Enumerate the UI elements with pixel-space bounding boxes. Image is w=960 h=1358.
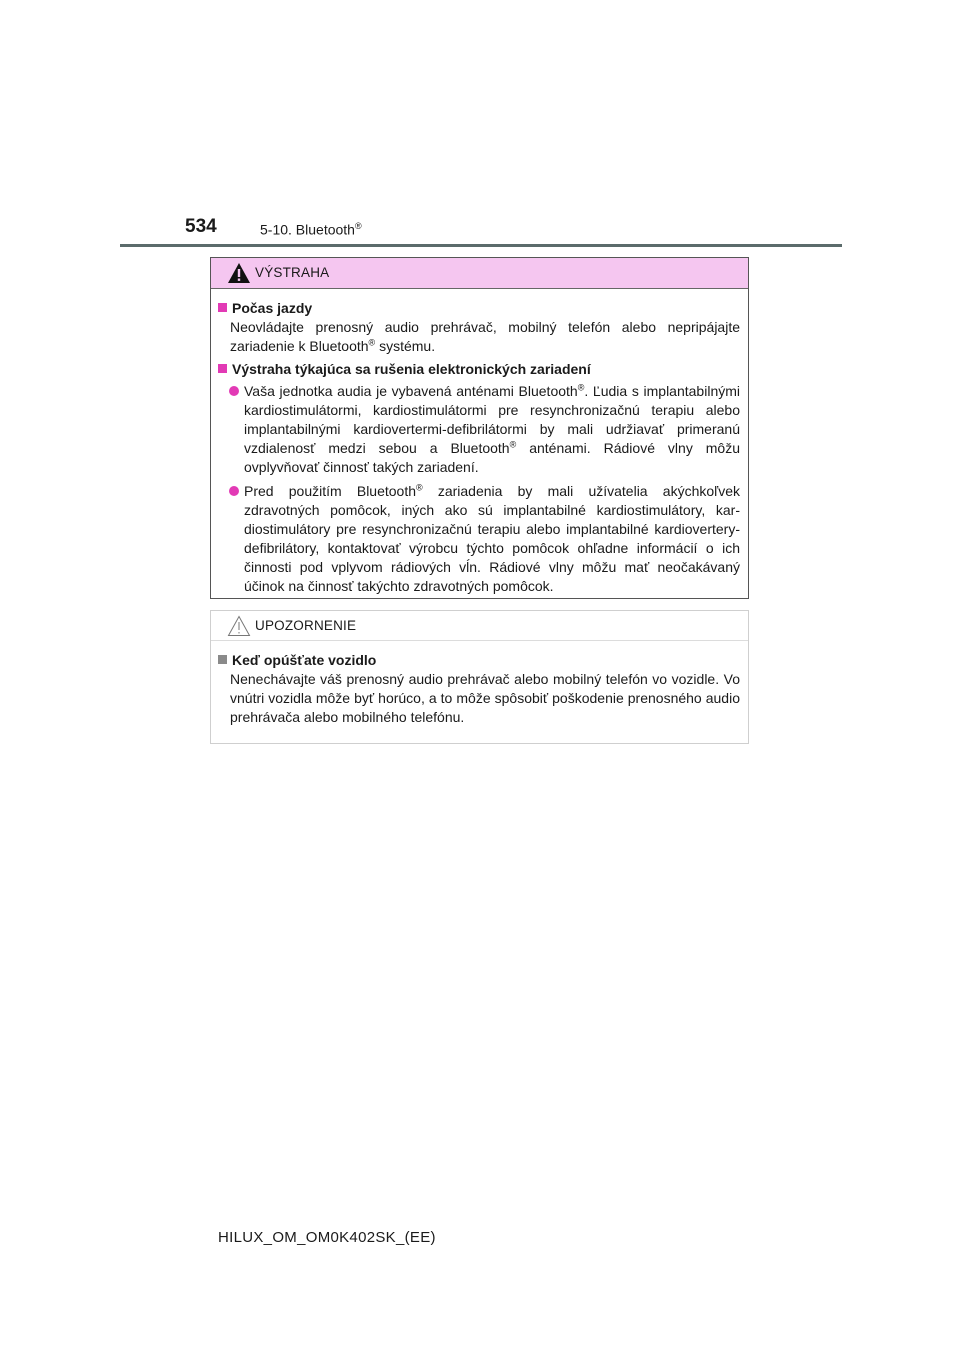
caution-header <box>211 611 748 641</box>
header-rule <box>120 244 842 247</box>
caution-text: Nenechávajte váš prenosný audio prehrávač alebo mobilný telefón vo vozidle. Vo vnútri vozidla môže byť horúco, a to môže spôsobiť poškodenie prenosného audio prehrávača alebo mobilného telefónu. <box>230 671 740 725</box>
caution-heading: Keď opúšťate vozidlo <box>218 651 740 670</box>
document-code: HILUX_OM_OM0K402SK_(EE) <box>218 1229 436 1246</box>
warning-bullet-2: Pred použitím Bluetooth® zariadenia by mali užívatelia akýchkoľvek zdravotných pomôcok, iných ako sú implantabilné kardiostimulátory, kardiostimulátory pre resynchronizačnú terapiu alebo implantabilné kardiovertery-defibrilátory, kontaktovať výrobcu týchto pomôcok ohľadne informácií o ich činnosti pod vplyvom rádiových vĺn. Rádiové vlny môžu mať neočakávaný účinok na činnosť takýchto zdravotných pomôcok. <box>218 482 740 596</box>
caution-title: UPOZORNENIE <box>255 618 357 633</box>
warning-header <box>211 258 748 289</box>
page-header <box>185 216 845 246</box>
round-bullet-icon <box>229 386 239 396</box>
warning-heading-driving: Počas jazdy <box>218 299 740 318</box>
warning-title: VÝSTRAHA <box>255 265 330 280</box>
square-bullet-icon <box>218 364 227 373</box>
warning-content <box>211 289 748 596</box>
caution-box <box>210 610 749 744</box>
square-bullet-icon <box>218 655 227 664</box>
caution-content <box>211 641 748 727</box>
section-title: 5-10. Bluetooth® <box>260 221 362 238</box>
square-bullet-icon <box>218 303 227 312</box>
warning-bullet-1: Vaša jednotka audia je vybavená anténami Bluetooth®. Ľudia s implantabilnými kardiostimulátormi, kardiostimulátormi pre resynchronizačnú terapiu alebo implantabilnými kardiovertermi-defibrilátormi by mali udržiavať primeranú vzdialenosť medzi sebou a Bluetooth® anténami. Rádiové vlny môžu ovplyvňovať činnosť takých zariadení. <box>218 382 740 477</box>
caution-triangle-icon <box>227 615 251 637</box>
page-number: 534 <box>185 216 217 237</box>
warning-triangle-icon <box>227 262 251 284</box>
warning-text-driving: Neovládajte prenosný audio prehrávač, mobilný telefón alebo nepripájajte zariadenie k Bluetooth® systému. <box>230 319 740 354</box>
round-bullet-icon <box>229 486 239 496</box>
warning-box <box>210 257 749 599</box>
warning-heading-interference: Výstraha týkajúca sa rušenia elektronických zariadení <box>218 360 740 379</box>
